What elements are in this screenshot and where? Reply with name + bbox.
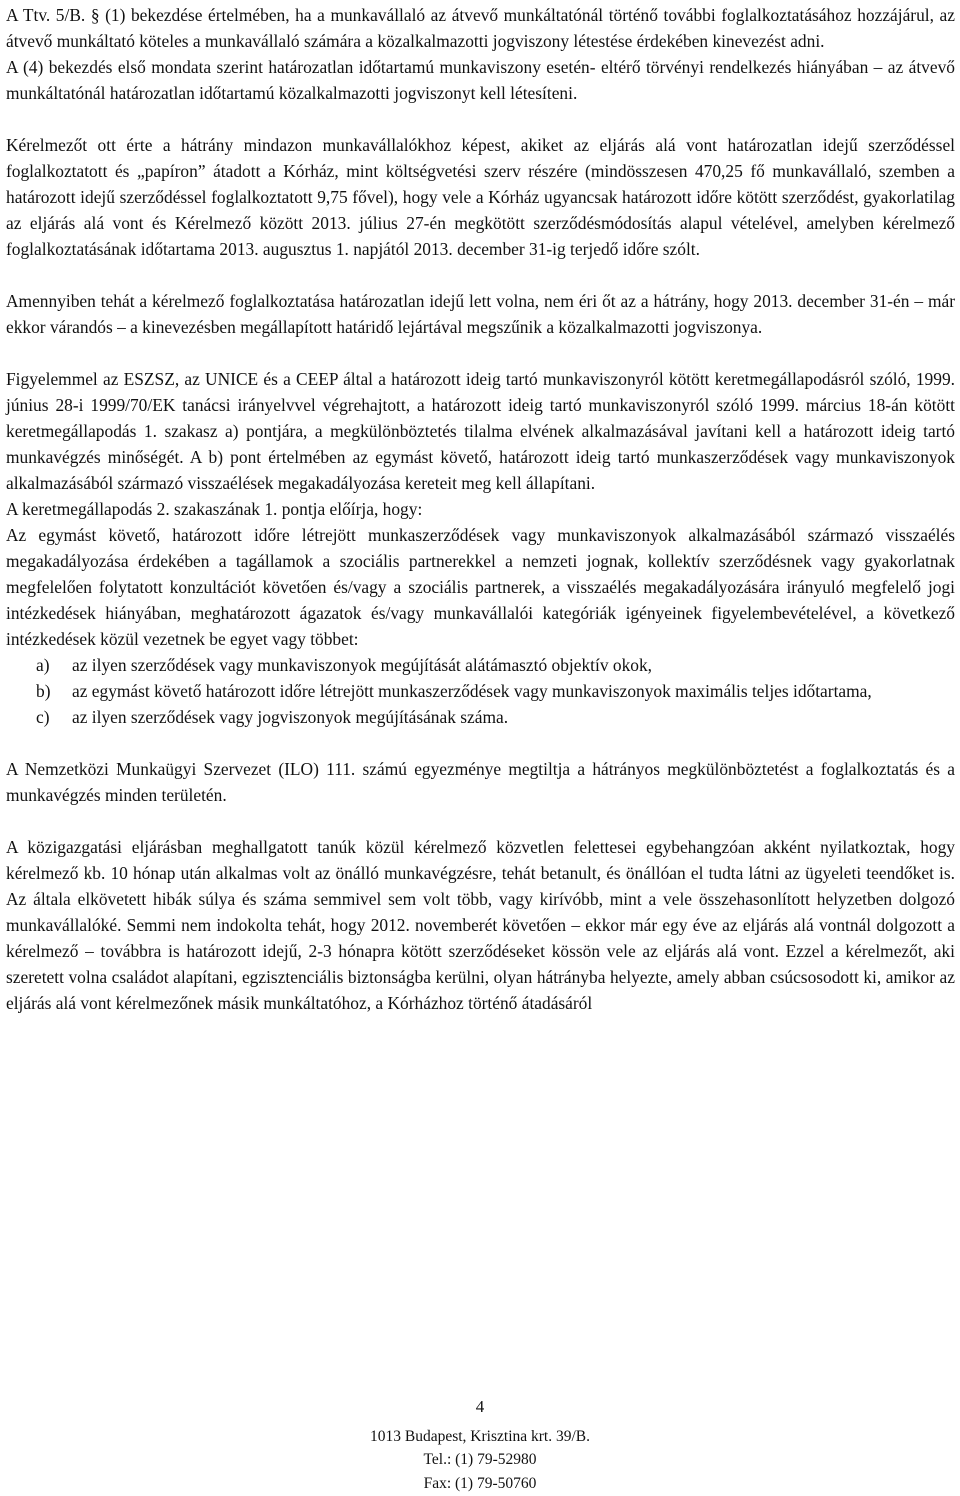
- footer-address: 1013 Budapest, Krisztina krt. 39/B.: [370, 1428, 590, 1445]
- list-item-text: az ilyen szerződések vagy jogviszonyok megújításának száma.: [72, 707, 509, 727]
- paragraph-amennyiben: Amennyiben tehát a kérelmező foglalkoztatása határozatlan idejű lett volna, nem éri őt az a hátrány, hogy 2013. december 31-én – már ekkor várandós – a kinevezésben megállapított határidő lejártával megszűnik a közalkalmazotti jogviszonya.: [6, 291, 955, 337]
- paragraph-keretmegallapodas: A keretmegállapodás 2. szakaszának 1. pontja előírja, hogy:: [6, 499, 423, 519]
- list-marker: c): [36, 707, 50, 727]
- paragraph-gap: [6, 340, 955, 366]
- list-item: [6, 652, 955, 678]
- paragraph-ilo: A Nemzetközi Munkaügyi Szervezet (ILO) 111. számú egyezménye megtiltja a hátrányos megkülönböztetést a foglalkoztatás és a munkavégzés minden területén.: [6, 759, 955, 805]
- paragraph-ttv-5b: A Ttv. 5/B. § (1) bekezdése értelmében, ha a munkavállaló az átvevő munkáltatónál történő további foglalkoztatásához hozzájárul, az átvevő munkáltató köteles a munkavállaló számára a közalkalmazotti jogviszony létestése érdekében kinevezést adni.: [6, 5, 955, 51]
- paragraph-tanuk: A közigazgatási eljárásban meghallgatott tanúk közül kérelmező közvetlen felettesei egybehangzóan akként nyilatkoztak, hogy kérelmező kb. 10 hónap után alkalmas volt az önálló munkavégzésre, tehát betanult, és önállóan el tudta látni az ügyeleti teendőket is. Az általa elkövetett hibák súlya és száma semmivel sem volt több, vagy kirívóbb, mint a vele összehasonlított helyzetben dolgozó munkavállalóké. Semmi nem indokolta tehát, hogy 2012. novemberét követően – ekkor már egy éve az eljárás alá vontnál dolgozott a kérelmező – továbbra is határozott idejű, 2-3 hónapra kötött szerződéseket kössön vele az eljárás alá vont. Ezzel a kérelmezőt, aki szeretett volna családot alapítani, egzisztenciális biztonságba kerülni, olyan hátrányba helyezte, amely abban csúcsosodott ki, amikor az eljárás alá vont kérelmezőnek másik munkáltatóhoz, a Kórházhoz történő átadásáról: [6, 837, 955, 1013]
- paragraph-figyelemmel: Figyelemmel az ESZSZ, az UNICE és a CEEP által a határozott ideig tartó munkaviszonyról kötött keretmegállapodásról szóló, 1999. június 28-i 1999/70/EK tanácsi irányelvvel végrehajtott, a határozott ideig tartó munkaviszonyról szóló 1999. március 18-án kötött keretmegállapodás 1. szakasz a) pontjára, a megkülönböztetés tilalma elvének alkalmazásával javítani kell a határozott ideig tartó munkavégzés minőségét. A b) pont értelmében az egymást követő, határozott ideig tartó munkaszerződések vagy munkaviszonyok alkalmazásából származó visszaélések megakadályozása kereteit meg kell állapítani.: [6, 369, 955, 493]
- paragraph-egymast-koveto: Az egymást követő, határozott időre létrejött munkaszerződések vagy munkaviszonyok alkalmazásából származó visszaélés megakadályozása érdekében a tagállamok a szociális partnerekkel a nemzeti jognak, kollektív szerződésnek vagy gyakorlatnak megfelelően folytatott konzultációt követően és/vagy a szociális partnerek, a visszaélés megakadályozására irányuló megfelelő jogi intézkedések hiányában, meghatározott ágazatok és/vagy munkavállalói kategóriák igényeinek figyelembevételével, a következő intézkedések közül vezetnek be egyet vagy többet:: [6, 525, 955, 649]
- document-body: [6, 2, 955, 1016]
- measures-list: [6, 652, 955, 730]
- paragraph-gap: [6, 730, 955, 756]
- paragraph-gap: [6, 262, 955, 288]
- list-item-text: az egymást követő határozott időre létrejött munkaszerződések vagy munkaviszonyok maximális teljes időtartama,: [72, 681, 872, 701]
- footer-fax: Fax: (1) 79-50760: [423, 1475, 537, 1492]
- list-item: [6, 678, 955, 704]
- list-marker: a): [36, 655, 50, 675]
- paragraph-bekezdes-4: A (4) bekezdés első mondata szerint határozatlan időtartamú munkaviszony esetén- eltérő törvényi rendelkezés hiányában – az átvevő munkáltatónál határozatlan időtartamú közalkalmazotti jogviszonyt kell létesíteni.: [6, 57, 955, 103]
- list-item-text: az ilyen szerződések vagy munkaviszonyok megújítását alátámasztó objektív okok,: [72, 655, 652, 675]
- paragraph-gap: [6, 106, 955, 132]
- page-number: 4: [475, 1397, 485, 1416]
- list-item: [6, 704, 955, 730]
- list-marker: b): [36, 681, 51, 701]
- paragraph-gap: [6, 808, 955, 834]
- paragraph-hatrany: Kérelmezőt ott érte a hátrány mindazon munkavállalókhoz képest, akiket az eljárás alá vont határozatlan idejű szerződéssel foglalkoztatott és „papíron” átadott a Kórház, mint költségvetési szerv részére (mindösszesen 470,25 fő munkavállaló, szemben a határozott idejű szerződéssel foglalkoztatott 9,75 fővel), hogy vele a Kórház ugyancsak határozott időre kötött szerződést, gyakorlatilag az eljárás alá vont és Kérelmező között 2013. július 27-én megkötött szerződésmódosítás alapul vételével, amelyben kérelmező foglalkoztatásának időtartama 2013. augusztus 1. napjától 2013. december 31-ig terjedő időre szólt.: [6, 135, 955, 259]
- footer-phone: Tel.: (1) 79-52980: [423, 1451, 537, 1468]
